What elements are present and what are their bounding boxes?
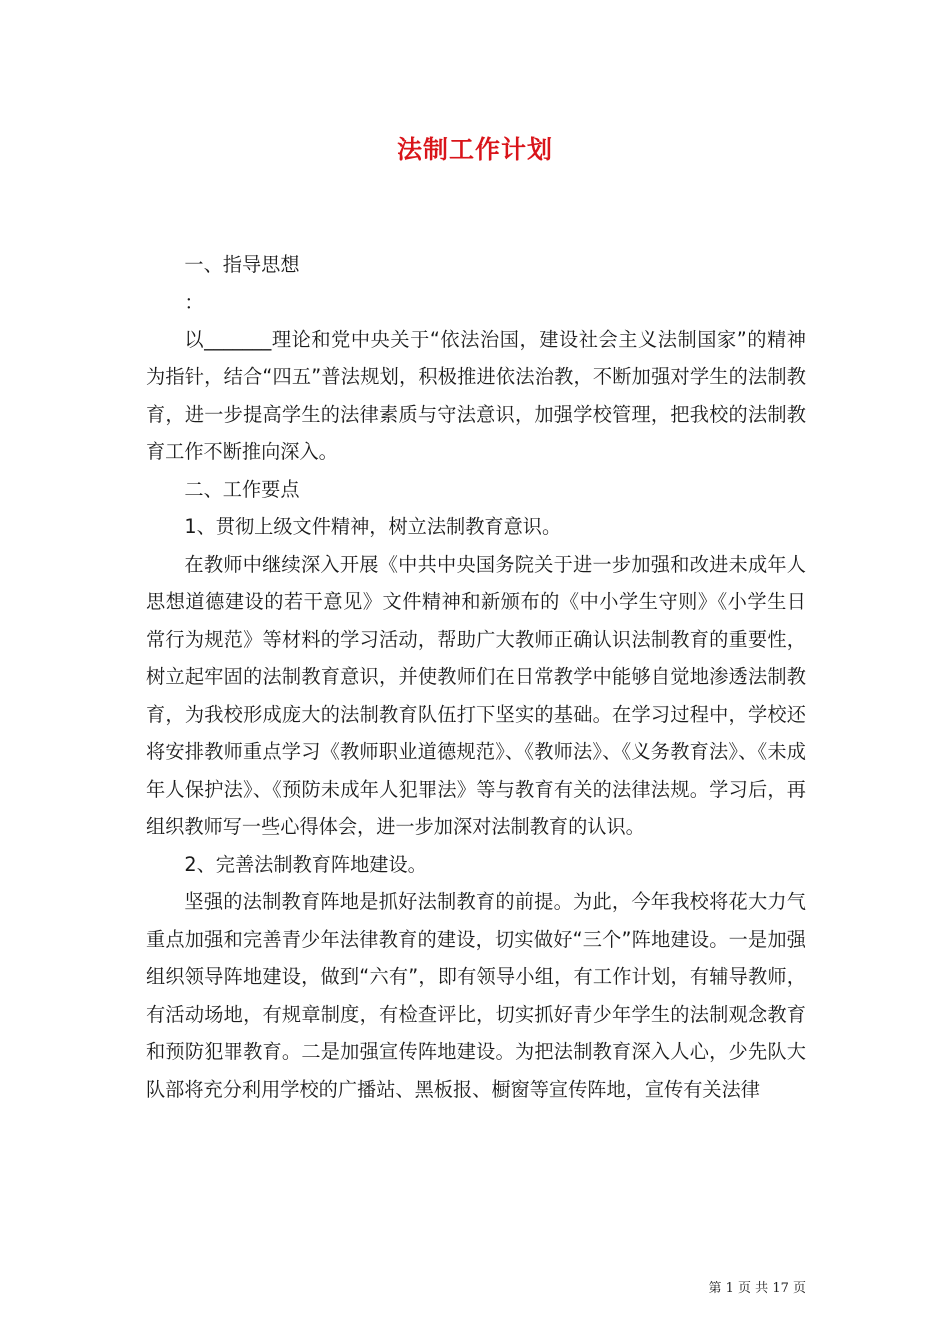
document-title: 法制工作计划 [396,135,553,164]
document-body [146,246,806,1108]
subheading-education-base: 2、完善法制教育阵地建设。 [184,852,427,876]
paragraph-guiding-thought: 以_______理论和党中央关于“依法治国，建设社会主义法制国家”的精神为指针，结合“四五”普法规划，积极推进依法治教，不断加强对学生的法制教育，进一步提高学生的法律素质与守法意识，加强学校管理，把我校的法制教育工作不断推向深入。 [146,327,806,463]
subheading-implement-documents: 1、贯彻上级文件精神，树立法制教育意识。 [184,515,562,538]
paragraph-education-base: 坚强的法制教育阵地是抓好法制教育的前提。为此，今年我校将花大力气重点加强和完善青少年法律教育的建设，切实做好“三个”阵地建设。一是加强组织领导阵地建设，做到“六有”，即有领导小组，有工作计划，有辅导教师，有活动场地，有规章制度，有检查评比，切实抓好青少年学生的法制观念教育和预防犯罪教育。二是加强宣传阵地建设。为把法制教育深入人心，少先队大队部将充分利用学校的广播站、黑板报、橱窗等宣传阵地，宣传有关法律 [146,890,806,1101]
section-heading-guiding-thought: 一、指导思想 [184,253,300,276]
colon-line: ： [184,290,204,314]
page-number-footer: 第 1 页 共 17 页 [708,1281,806,1296]
section-heading-work-points: 二、工作要点 [184,477,300,501]
paragraph-teacher-study: 在教师中继续深入开展《中共中央国务院关于进一步加强和改进未成年人思想道德建设的若干意见》文件精神和新颁布的《中小学生守则》《小学生日常行为规范》等材料的学习活动，帮助广大教师正确认识法制教育的重要性，树立起牢固的法制教育意识，并使教师们在日常教学中能够自觉地渗透法制教育，为我校形成庞大的法制教育队伍打下坚实的基础。在学习过程中，学校还将安排教师重点学习《教师职业道德规范》、《教师法》、《义务教育法》、《未成年人保护法》、《预防未成年人犯罪法》等与教育有关的法律法规。学习后，再组织教师写一些心得体会，进一步加深对法制教育的认识。 [146,552,806,838]
